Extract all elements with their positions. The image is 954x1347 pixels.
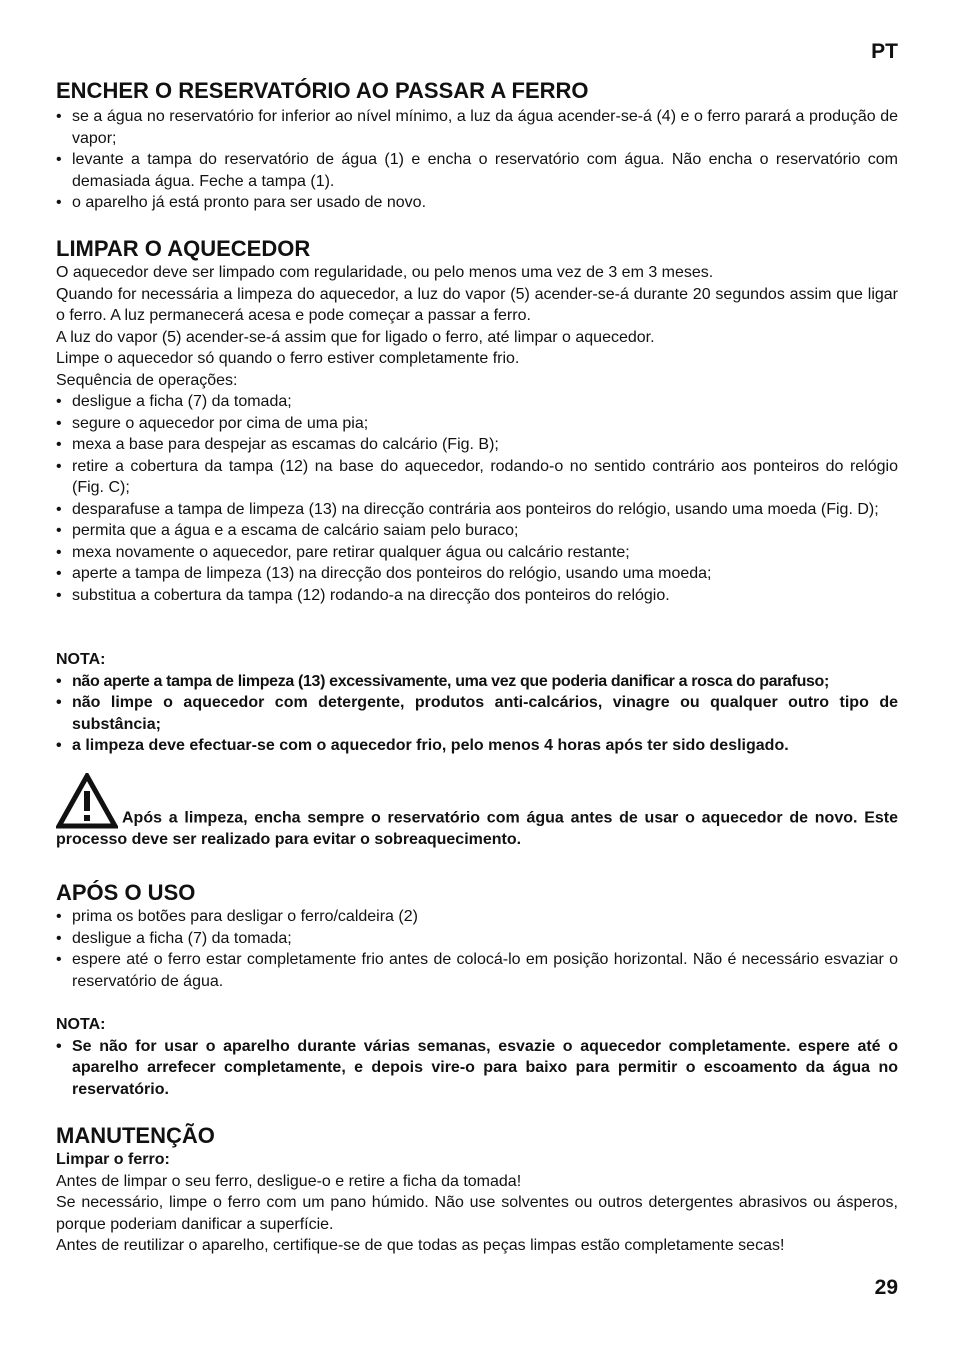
note-label: NOTA: [56, 1016, 106, 1033]
page-number: 29 [874, 1276, 898, 1299]
section-title: APÓS O USO [56, 880, 196, 905]
paragraph: Limpe o aquecedor só quando o ferro estiver completamente frio. [56, 350, 520, 367]
note-item: • não aperte a tampa de limpeza (13) excessivamente, uma vez que poderia danificar a rosca do parafuso; [56, 671, 898, 693]
section-title: ENCHER O RESERVATÓRIO AO PASSAR A FERRO [56, 78, 589, 103]
list-item: • segure o aquecedor por cima de uma pia; [56, 413, 898, 435]
list-item: • mexa a base para despejar as escamas do calcário (Fig. B); [56, 434, 898, 456]
list-item: • desligue a ficha (7) da tomada; [56, 391, 898, 413]
paragraph: Quando for necessária a limpeza do aquecedor, a luz do vapor (5) acender-se-á durante 20 segundos assim que ligar o ferro. A luz permanecerá acesa e pode começar a passar a ferro. [56, 285, 898, 324]
list-item: • mexa novamente o aquecedor, pare retirar qualquer água ou calcário restante; [56, 542, 898, 564]
list-item: • se a água no reservatório for inferior ao nível mínimo, a luz da água acender-se-á (4) e o ferro parará a produção de vapor; [56, 106, 898, 149]
bullet-list [56, 106, 898, 214]
section-subtitle: Limpar o ferro: [56, 1151, 170, 1168]
list-item: • substitua a cobertura da tampa (12) rodando-a na direcção dos ponteiros do relógio. [56, 585, 898, 607]
warning-paragraph [56, 773, 898, 851]
section-body [56, 262, 898, 606]
section-title: MANUTENÇÃO [56, 1123, 215, 1148]
paragraph: Sequência de operações: [56, 371, 238, 389]
note-list [56, 1036, 898, 1101]
list-item: • desparafuse a tampa de limpeza (13) na direcção contrária aos ponteiros do relógio, usando uma moeda (Fig. D); [56, 499, 898, 521]
note-block [56, 649, 898, 757]
section-body [56, 1149, 898, 1257]
note-list [56, 671, 898, 757]
paragraph: Se necessário, limpe o ferro com um pano húmido. Não use solventes ou outros detergentes abrasivos ou ásperos, porque poderiam danificar a superfície. [56, 1194, 898, 1233]
list-item: • retire a cobertura da tampa (12) na base do aquecedor, rodando-o no sentido contrário aos ponteiros do relógio (Fig. C); [56, 456, 898, 499]
list-item: • prima os botões para desligar o ferro/caldeira (2) [56, 906, 898, 928]
note-item: • a limpeza deve efectuar-se com o aquecedor frio, pelo menos 4 horas após ter sido desligado. [56, 735, 898, 757]
note-label: NOTA: [56, 651, 106, 668]
list-item: • permita que a água e a escama de calcário saiam pelo buraco; [56, 520, 898, 542]
section-title: LIMPAR O AQUECEDOR [56, 236, 311, 261]
list-item: • espere até o ferro estar completamente frio antes de colocá-lo em posição horizontal. Não é necessário esvaziar o reservatório de água. [56, 949, 898, 992]
note-block [56, 1014, 898, 1100]
paragraph: Antes de limpar o seu ferro, desligue-o e retire a ficha da tomada! [56, 1172, 522, 1190]
bullet-list [56, 906, 898, 992]
paragraph: Antes de reutilizar o aparelho, certifique-se de que todas as peças limpas estão completamente secas! [56, 1237, 785, 1254]
note-item: • não limpe o aquecedor com detergente, produtos anti-calcários, vinagre ou qualquer outro tipo de substância; [56, 692, 898, 735]
list-item: • desligue a ficha (7) da tomada; [56, 928, 898, 950]
paragraph: A luz do vapor (5) acender-se-á assim que for ligado o ferro, até limpar o aquecedor. [56, 328, 655, 346]
warning-block [56, 773, 898, 851]
warning-text: Após a limpeza, encha sempre o reservatório com água antes de usar o aquecedor de novo. Este processo deve ser realizado para evitar o sobreaquecimento. [56, 809, 898, 848]
list-item: • o aparelho já está pronto para ser usado de novo. [56, 192, 898, 214]
list-item: • aperte a tampa de limpeza (13) na direcção dos ponteiros do relógio, usando uma moeda; [56, 563, 898, 585]
list-item: • levante a tampa do reservatório de água (1) e encha o reservatório com água. Não encha o reservatório com demasiada água. Feche a tampa (1). [56, 149, 898, 192]
paragraph: O aquecedor deve ser limpado com regularidade, ou pelo menos uma vez de 3 em 3 meses. [56, 264, 714, 281]
language-code: PT [871, 40, 898, 63]
bullet-list [56, 391, 898, 606]
note-item: • Se não for usar o aparelho durante várias semanas, esvazie o aquecedor completamente. espere até o aparelho arrefecer completamente, e depois vire-o para baixo para permitir o escoamento da água no reservatório. [56, 1036, 898, 1101]
warning-triangle-icon [56, 773, 118, 829]
